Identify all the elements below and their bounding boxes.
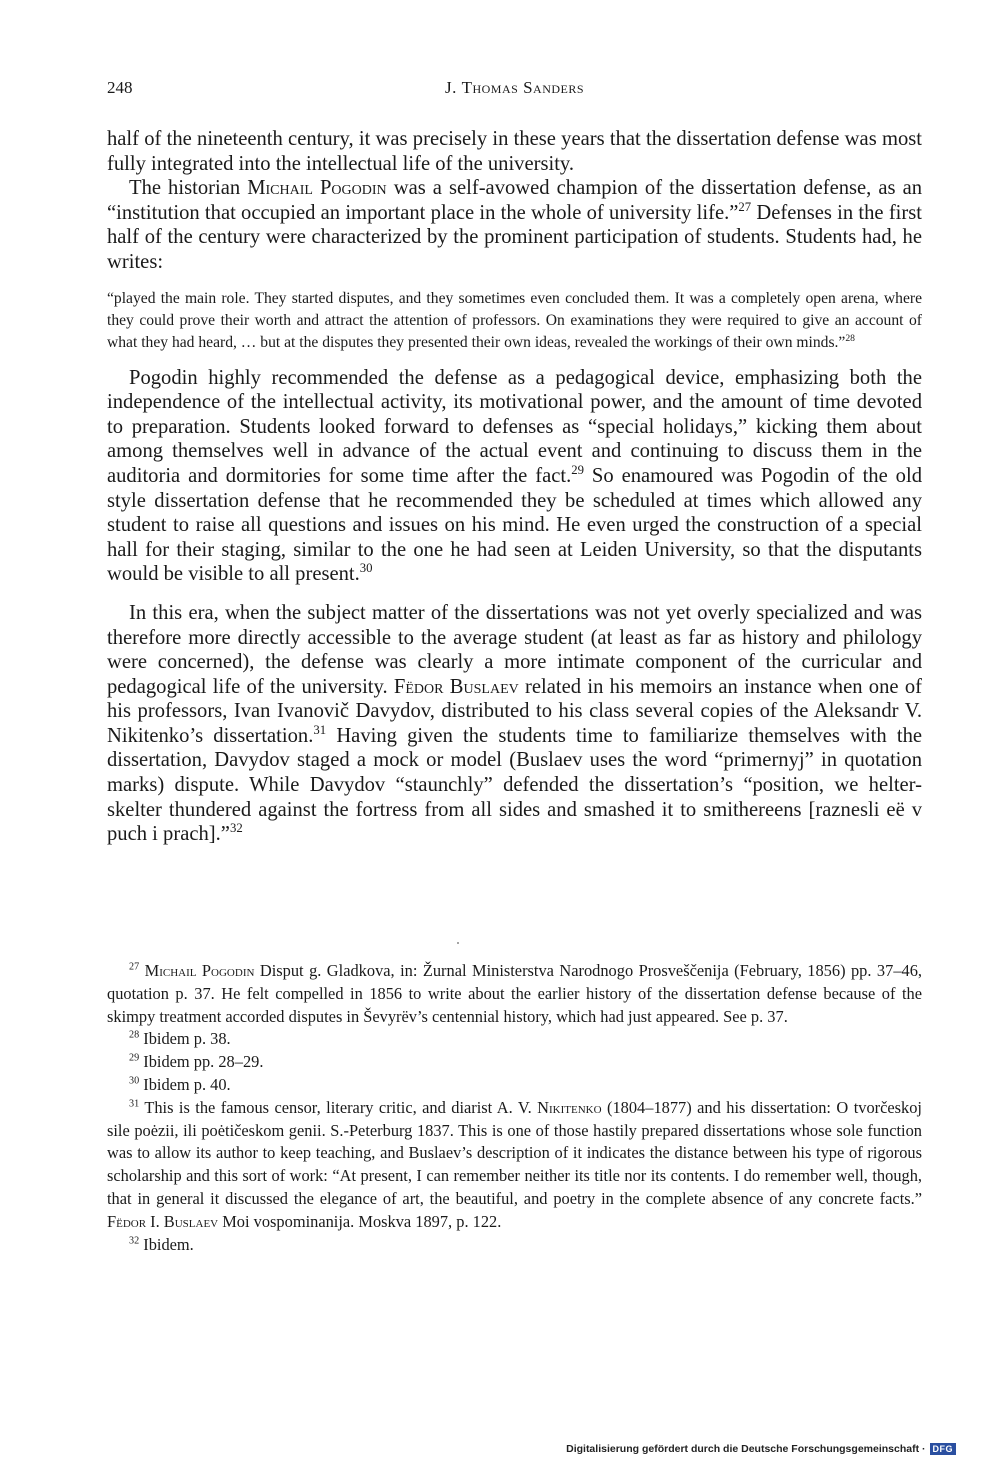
footnotes [107,960,922,1256]
author-name: Thomas Sanders [461,78,585,97]
footnote-27: $^{27}$ Michail Pogodin Disput g. Gladkova, in: Žurnal Ministerstva Narodnogo Prosveščenija (February, 1856) pp. 37–46, quotation p. 37. He felt compelled in 1856 to write about the earlier history of the dissertation defense because of the skimpy treatment accorded disputes in Ševyrëv’s centennial history, which had just appeared. See p. 37. [107,961,922,1026]
footnote-ref-27: 27 [738,199,752,214]
digitization-credit [566,1442,956,1456]
credit-text: Digitalisierung gefördert durch die Deutsche Forschungsgemeinschaft · [566,1443,926,1455]
scan-speck [457,942,459,944]
footnote-29: $^{29}$ Ibidem pp. 28–29. [129,1052,264,1072]
footnote-ref-32: 32 [229,821,243,836]
dfg-logo-icon: DFG [930,1443,957,1455]
person-name: Nikitenko [537,1097,602,1117]
running-title: J. Thomas Sanders [444,78,585,97]
main-text [107,127,922,847]
paragraph-2: The historian Michail Pogodin was a self-avowed champion of the dissertation defense, as an “institution that occupied an important place in the whole of university life.”$^{27}$ Defenses in the first half of the century were characterized by the prominent participation of students. Students had, he writes: [107,177,923,273]
footnote-30: $^{30}$ Ibidem p. 40. [129,1074,231,1094]
person-name: Michail Pogodin [247,177,387,200]
paragraph-4: In this era, when the subject matter of the dissertations was not yet overly specialized and was therefore more directly accessible to the average student (at least as far as history and philology were concerned), the defense was clearly a more intimate component of the curricular and pedagogical life of the university. Fëdor Buslaev related in his memoirs an instance when one of his professors, Ivan Ivanovič Davydov, distributed to his class several copies of the Aleksandr V. Nikitenko’s dissertation.$^{31}$ Having given the students time to familiarize themselves with the dissertation, Davydov staged a mock or model (Buslaev uses the word “primernyj” in quotation marks) dispute. While Davydov “staunchly” defended the dissertation’s “position, we helter-skelter thundered against the fortress from all sides and smashed it to smithereens [raznesli eë v puch i prach].”$^{32}$ [107,601,922,846]
footnote-ref-28: 28 [845,332,855,344]
paragraph-3: Pogodin highly recommended the defense as a pedagogical device, emphasizing both the independence of the intellectual activity, its motivational power, and the amount of time devoted to preparation. Students looked forward to defenses as “special holidays,” kicking them about among themselves well in advance of the actual event and continuing to discuss them in the auditoria and dormitories for some time after the fact.$^{29}$ So enamoured was Pogodin of the old style dissertation defense that he recommended they be scheduled at times which allowed any student to raise all questions and issues on his mind. He even urged the construction of a special hall for their staging, similar to the one he had seen at Leiden University, so that the disputants would be visible to all present.$^{30}$ [107,366,922,586]
paragraph-1: half of the nineteenth century, it was precisely in these years that the dissertation defense was most fully integrated into the intellectual life of the university. [107,128,922,175]
footnote-31: $^{31}$ This is the famous censor, literary critic, and diarist A. V. Nikitenko (1804–1877) and his dissertation: O tvorčeskoj sile poėzii, ili poėtičeskom genii. S.-Peterburg 1837. This is one of those hastily prepared dissertations whose sole function was to allow its author to keep teaching, and Buslaev’s description of it indicates the distance between his type of rigorous scholarship and this sort of work: “At present, I can remember neither its title nor its contents. I do remember well, though, that in general it discussed the elegance of art, the beautiful, and poetry in the complete absence of any concrete facts.” Fëdor I. Buslaev Moi vospominanija. Moskva 1897, p. 122. [107,1097,922,1231]
block-quote: “played the main role. They started disputes, and they sometimes even concluded them. It was a completely open arena, where they could prove their worth and attract the attention of professors. On examinations they were required to give an account of what they had heard, … but at the disputes they presented their own ideas, revealed the workings of their own minds.”$^{28}$ [107,289,922,351]
footnote-28: $^{28}$ Ibidem p. 38. [129,1029,231,1049]
footnote-ref-30: 30 [359,561,373,576]
person-name: Michail Pogodin [144,961,255,980]
page-number: 248 [107,78,133,97]
footnote-32: $^{32}$ Ibidem. [129,1234,194,1254]
footnote-ref-31: 31 [313,723,327,738]
person-name: Fëdor Buslaev [393,675,519,698]
running-header [107,78,922,102]
footnote-ref-29: 29 [571,463,584,478]
person-name: Fëdor I. Buslaev [107,1211,219,1231]
